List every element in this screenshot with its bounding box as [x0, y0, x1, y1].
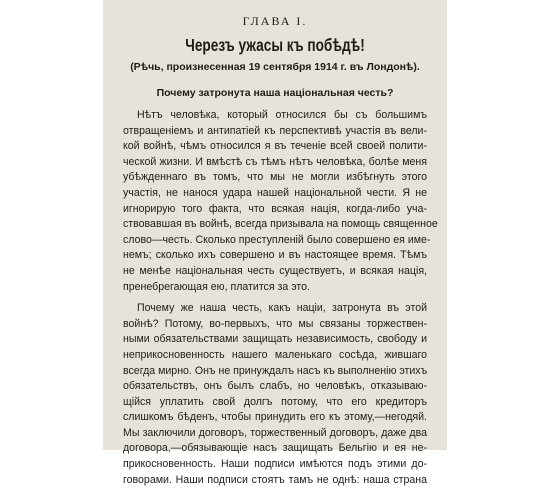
body-text	[123, 108, 438, 488]
text-line: ческой жизни. И вмѣстѣ съ тѣмъ нѣтъ человѣка, болѣе меня	[123, 155, 427, 168]
text-line: Нѣтъ человѣка, который относился бы съ большимъ	[137, 109, 427, 121]
text-line: ствовавшая въ войнѣ, всегда призывала на помощь священное	[123, 218, 438, 231]
text-line: слово—честь. Сколько преступленій было совершено ея име-	[123, 233, 431, 246]
chapter-heading: ГЛАВА I.	[242, 14, 308, 28]
text-line: не менѣе національная честь существуетъ, и всякая нація,	[123, 264, 427, 277]
text-line: ными обязательствами защищать независимость, свободу и	[123, 333, 427, 346]
text-line: войнѣ? Потому, во-первыхъ, что мы связаны торжествен-	[123, 317, 427, 330]
text-line: убѣжденнаго въ томъ, что мы не могли избѣгнуть этого	[123, 171, 427, 184]
text-line: говорами. Наши подписи стоятъ тамъ не однѣ: наша страна	[123, 473, 427, 486]
text-line: пренебрегающая ею, платится за это.	[123, 280, 310, 293]
text-line: отвращеніемъ и антипатіей къ перспективѣ участія въ вели-	[123, 124, 427, 137]
text-line: кой войнѣ, чѣмъ относился я въ теченіе всей своей полити-	[123, 140, 427, 153]
text-line: прикосновенность. Наши подписи имѣются подъ этими до-	[123, 458, 427, 471]
text-line: немъ; сколько ихъ совершено и въ настоящее время. Тѣмъ	[123, 249, 427, 262]
text-line: всегда мирно. Онъ не принуждалъ насъ къ выполненію этихъ	[123, 364, 428, 377]
text-line: щійся уплатить свой долгъ потому, что его кредиторъ	[123, 395, 427, 408]
book-page	[103, 0, 447, 486]
text-line: слишкомъ бѣденъ, чтобы принудить его къ этому,—негодяй.	[123, 411, 427, 424]
text-line: договора,—обязывающіе насъ защищать Бельгію и ея не-	[123, 442, 427, 455]
text-line: неприкосновенность нашего маленькаго сосѣда, жившаго	[123, 348, 427, 361]
chapter-subtitle: (Рѣчь, произнесенная 19 сентября 1914 г. въ Лондонѣ).	[130, 61, 420, 73]
text-line: участія, не нанося удара нашей національной чести. Я не	[123, 186, 427, 199]
section-heading: Почему затронута наша національная честь?	[156, 87, 394, 99]
chapter-title: Черезъ ужасы къ побѣдѣ!	[185, 35, 365, 55]
text-line: игнорирую того факта, что всякая нація, когда-либо уча-	[123, 202, 427, 215]
text-line: Почему же наша честь, какъ націи, затронута въ этой	[137, 302, 427, 315]
text-line: Мы заключили договоръ, торжественный договоръ, даже два	[123, 426, 427, 439]
text-line: обязательствъ, онъ былъ слабъ, но человѣкъ, отказываю-	[123, 380, 427, 393]
